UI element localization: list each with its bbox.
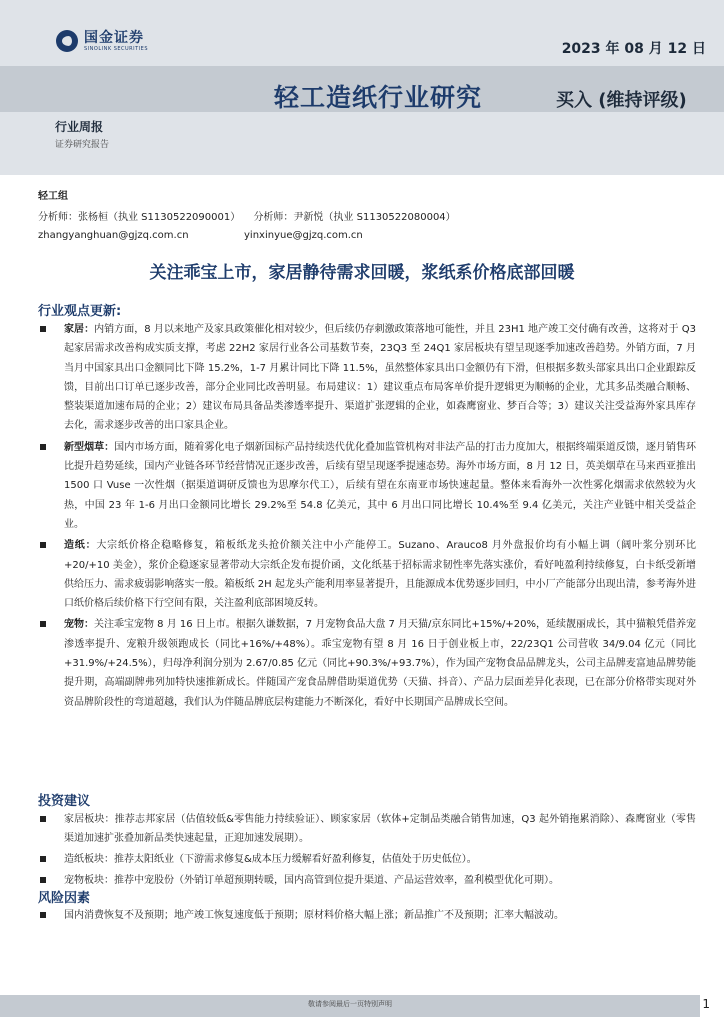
- analyst-1-email[interactable]: zhangyanghuan@gjzq.com.cn: [38, 230, 189, 241]
- section-title-risks: 风险因素: [38, 891, 91, 906]
- view-item-text: 国内市场方面，随着雾化电子烟新国标产品持续迭代优化叠加监管机构对非法产品的打击力度加大，根据终端渠道反馈，逐月销售环比提升趋势延续，国内产业链各环节经营情况正逐步改善，后续有望呈现逐季提速态势。海外市场方面，8 月 12 日，英美烟草在马来西亚推出 1500 口 Vuse 一次性烟（据渠道调研反馈也为思摩尔代工），后续有望在东南亚市场快速起量。整体来看海外一次性雾化烟需求依然较为火热，中国 23 年 1-6 月出口金额同比增长 29.2%至 54.8 亿美元，其中 6 月出口同比增长 10.4%至 9.4 亿美元，关注产业链中相关受益企业。: [64, 441, 697, 530]
- section-title-views: 行业观点更新:: [38, 304, 122, 319]
- bullet-square-icon: [40, 621, 46, 627]
- view-item-label: 家居：: [64, 324, 95, 335]
- bullet-square-icon: [40, 816, 46, 822]
- bullet-square-icon: [40, 912, 46, 918]
- risk-item: [38, 906, 696, 925]
- risk-list: [38, 906, 696, 925]
- rating-label: 买入 (维持评级): [556, 90, 687, 111]
- view-item-label: 宠物：: [64, 619, 94, 631]
- bullet-square-icon: [40, 444, 46, 450]
- analyst-1: 分析师：张杨桓（执业 S1130522090001）: [38, 212, 241, 223]
- document-type: 证券研究报告: [55, 140, 110, 150]
- logo-emblem-icon: [56, 30, 78, 52]
- footer-disclaimer: 敬请参阅最后一页特别声明: [308, 1000, 392, 1008]
- report-type: 行业周报: [55, 120, 104, 134]
- report-title: 轻工造纸行业研究: [274, 83, 483, 112]
- views-list: [38, 320, 696, 712]
- view-item-paper: [38, 536, 696, 613]
- brand-logo: [56, 30, 148, 52]
- view-item-text: 关注乖宝宠物 8 月 16 日上市。根据久谦数据，7 月宠物食品大盘 7 月天猫/京东同比+15%/+20%，延续靓丽成长，其中猫粮凭借养宠渗透率提升、宠粮升级领跑成长（同比+16%/+48%）。乖宝宠物有望 8 月 16 日于创业板上市，22/23Q1 公司营收 34/9.04 亿元（同比+31.9%/+24.5%），归母净利润分别为 2.67/0.85 亿元（同比+90.3%/+93.7%），作为国产宠物食品品牌龙头，公司主品牌麦富迪品牌势能提升期，高端副牌弗列加特快速推新成长。伴随国产宠食品牌借助渠道优势（天猫、抖音）、产品力层面差异化表现，已在部分价格带实现对外资品牌阶段性的弯道超越，我们认为伴随品牌底层构建能力不断深化，看好中长期国产品牌成长空间。: [64, 619, 697, 708]
- report-date: 2023 年 08 月 12 日: [561, 41, 706, 57]
- investment-item-text: 宠物板块：推荐中宠股份（外销订单超预期转暖，国内高管到位提升渠道、产品运营效率，盈利模型优化可期）。: [64, 875, 559, 886]
- bullet-square-icon: [40, 856, 46, 862]
- view-item-pet: [38, 615, 696, 711]
- view-item-furniture: [38, 320, 696, 436]
- investment-item: [38, 810, 696, 848]
- view-item-text: 内销方面，8 月以来地产及家具政策催化相对较少，但后续仍存刺激政策落地可能性，并且 23H1 地产竣工交付确有改善，这将对于 Q3 起家居需求改善构成实质支撑，考虑 22H2 家居行业各公司基数节奏，23Q3 至 24Q1 家居板块有望呈现逐季加速改善趋势。外销方面，7 月当月中国家具出口金额同比下降 15.2%，1-7 月累计同比下降 11.5%，虽然整体家具出口金额仍有下滑，但根据多数头部家具出口企业跟踪反馈，目前出口订单已逐步改善，部分企业同比改善明显。布局建议：1）建议重点布局客单价提升逻辑更为顺畅的企业，尤其多品类融合顺畅、整装渠道加速布局的企业；2）建议布局具备品类渗透率提升、渠道扩张逻辑的企业，如森鹰窗业、梦百合等；3）建议关注受益海外家具库存去化，需求逐步改善的出口家具企业。: [64, 324, 697, 432]
- email-list: [38, 230, 363, 241]
- investment-item: [38, 850, 696, 869]
- report-headline: 关注乖宝上市，家居静待需求回暖，浆纸系价格底部回暖: [149, 263, 575, 283]
- risk-item-text: 国内消费恢复不及预期；地产竣工恢复速度低于预期；原材料价格大幅上涨；新品推广不及预期；汇率大幅波动。: [64, 910, 564, 921]
- view-item-tobacco: [38, 438, 696, 534]
- investment-item: [38, 871, 696, 890]
- bullet-square-icon: [40, 326, 46, 332]
- investment-item-text: 造纸板块：推荐太阳纸业（下游需求修复&成本压力缓解看好盈利修复，估值处于历史低位）。: [64, 854, 477, 865]
- team-name: 轻工组: [38, 191, 68, 202]
- logo-name: 国金证券: [84, 30, 144, 46]
- analyst-2: 分析师：尹新悦（执业 S1130522080004）: [253, 212, 456, 223]
- view-item-label: 造纸：: [64, 540, 97, 552]
- bullet-square-icon: [40, 542, 46, 548]
- investment-list: [38, 810, 696, 890]
- bullet-square-icon: [40, 877, 46, 883]
- logo-name-en: SINOLINK SECURITIES: [84, 46, 148, 52]
- section-title-investment: 投资建议: [38, 794, 91, 809]
- investment-item-text: 家居板块：推荐志邦家居（估值较低&零售能力持续验证）、顾家家居（软体+定制品类融合销售加速，Q3 起外销拖累消除）、森鹰窗业（零售渠道加速扩张叠加新品类快速起量，正迎加速发展期）。: [64, 814, 696, 844]
- view-item-label: 新型烟草：: [64, 441, 115, 453]
- analyst-list: [38, 208, 466, 223]
- view-item-text: 大宗纸价格企稳略修复，箱板纸龙头抢价额关注中小产能停工。Suzano、Arauco8 月外盘报价均有小幅上调（阔叶浆分别环比+20/+10 美金），浆价企稳逐家显著带动大宗纸企发布提价函，文化纸基于招标需求韧性率先落实涨价，看好吨盈利持续修复，白卡纸受新增供给压力、需求疲弱影响落实一般。箱板纸 2H 起龙头产能利用率显著提升，且能源成本优势逐步回归，中小厂产能部分出现出清，参考海外进口纸价格后续价格下行空间有限，关注盈利底部困境反转。: [64, 540, 697, 610]
- analyst-2-email[interactable]: yinxinyue@gjzq.com.cn: [244, 230, 363, 241]
- page-number: 1: [702, 997, 710, 1011]
